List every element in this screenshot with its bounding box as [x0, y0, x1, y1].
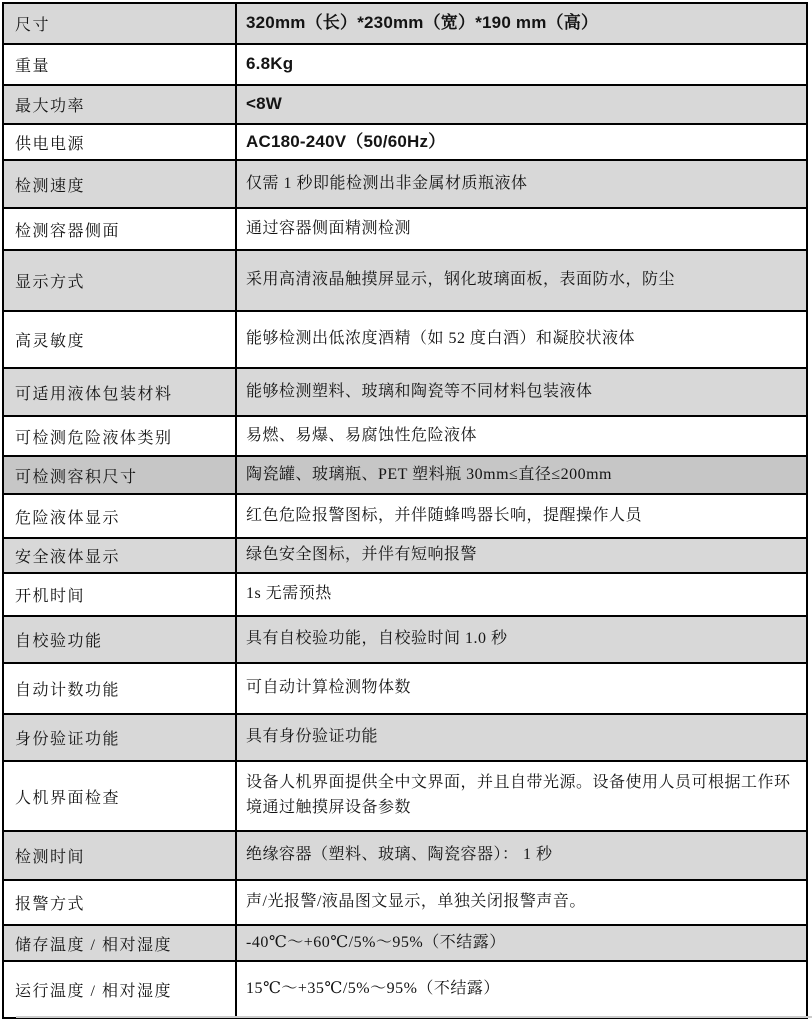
spec-label: 自校验功能	[4, 617, 237, 662]
table-row	[4, 715, 806, 762]
spec-label: 身份验证功能	[4, 715, 237, 760]
next-table-top-edge	[16, 1016, 812, 1018]
table-row	[4, 832, 806, 881]
spec-label: 检测时间	[4, 832, 237, 879]
table-row	[4, 312, 806, 369]
spec-value: 仅需 1 秒即能检测出非金属材质瓶液体	[246, 174, 528, 192]
spec-value: 绝缘容器（塑料、玻璃、陶瓷容器）： 1 秒	[246, 846, 553, 864]
table-row	[4, 962, 806, 1017]
spec-label: 重量	[4, 45, 237, 84]
table-row	[4, 617, 806, 664]
spec-value: 红色危险报警图标，并伴随蜂鸣器长响，提醒操作人员	[246, 506, 643, 524]
spec-value: 具有身份验证功能	[246, 728, 379, 746]
spec-value: 设备人机界面提供全中文界面，并且自带光源。设备使用人员可根据工作环境通过触摸屏设备参数	[246, 774, 791, 817]
table-row	[4, 86, 806, 125]
spec-label: 检测速度	[4, 161, 237, 207]
spec-value: 具有自校验功能，自校验时间 1.0 秒	[246, 630, 508, 648]
spec-label: 安全液体显示	[4, 539, 237, 572]
table-row	[4, 457, 806, 495]
table-row	[4, 4, 806, 45]
table-row	[4, 574, 806, 617]
spec-value: 320mm（长）*230mm（宽）*190 mm（高）	[246, 13, 599, 33]
spec-value: 通过容器侧面精测检测	[246, 219, 412, 237]
table-row	[4, 762, 806, 832]
spec-label: 开机时间	[4, 574, 237, 615]
spec-value: 能够检测塑料、玻璃和陶瓷等不同材料包装液体	[246, 382, 593, 400]
spec-value: AC180-240V（50/60Hz）	[246, 132, 446, 151]
table-row	[4, 495, 806, 539]
spec-label: 检测容器侧面	[4, 209, 237, 249]
table-row	[4, 926, 806, 962]
spec-value: 声/光报警/液晶图文显示，单独关闭报警声音。	[246, 893, 586, 911]
spec-label: 储存温度 / 相对湿度	[4, 926, 237, 960]
table-row	[4, 881, 806, 926]
spec-value: -40℃～+60℃/5%～95%（不结露）	[246, 933, 506, 951]
spec-label: 供电电源	[4, 125, 237, 159]
spec-label: 高灵敏度	[4, 312, 237, 367]
table-row	[4, 417, 806, 457]
spec-value: 6.8Kg	[246, 54, 294, 74]
table-row	[4, 125, 806, 161]
spec-label: 尺寸	[4, 4, 237, 43]
spec-label: 报警方式	[4, 881, 237, 924]
table-row	[4, 161, 806, 209]
table-row	[4, 539, 806, 574]
spec-value: 易燃、易爆、易腐蚀性危险液体	[246, 426, 478, 444]
table-row	[4, 369, 806, 417]
spec-value: <8W	[246, 94, 283, 114]
spec-label: 可检测危险液体类别	[4, 417, 237, 455]
spec-label: 运行温度 / 相对湿度	[4, 962, 237, 1017]
table-row	[4, 664, 806, 715]
table-row	[4, 45, 806, 86]
table-row	[4, 209, 806, 251]
spec-value: 能够检测出低浓度酒精（如 52 度白酒）和凝胶状液体	[246, 330, 636, 348]
spec-value: 15℃～+35℃/5%～95%（不结露）	[246, 980, 500, 998]
spec-value: 采用高清液晶触摸屏显示，钢化玻璃面板，表面防水，防尘	[246, 271, 676, 289]
spec-label: 人机界面检查	[4, 762, 237, 830]
spec-label: 自动计数功能	[4, 664, 237, 713]
spec-label: 可检测容积尺寸	[4, 457, 237, 493]
spec-label: 最大功率	[4, 86, 237, 123]
spec-table	[2, 2, 808, 1019]
table-row	[4, 251, 806, 312]
spec-value: 陶瓷罐、玻璃瓶、PET 塑料瓶 30mm≤直径≤200mm	[246, 465, 613, 483]
spec-value: 可自动计算检测物体数	[246, 679, 412, 697]
spec-label: 危险液体显示	[4, 495, 237, 537]
spec-value: 1s 无需预热	[246, 585, 332, 603]
spec-label: 显示方式	[4, 251, 237, 310]
spec-label: 可适用液体包装材料	[4, 369, 237, 415]
spec-value: 绿色安全图标，并伴有短响报警	[246, 546, 478, 564]
